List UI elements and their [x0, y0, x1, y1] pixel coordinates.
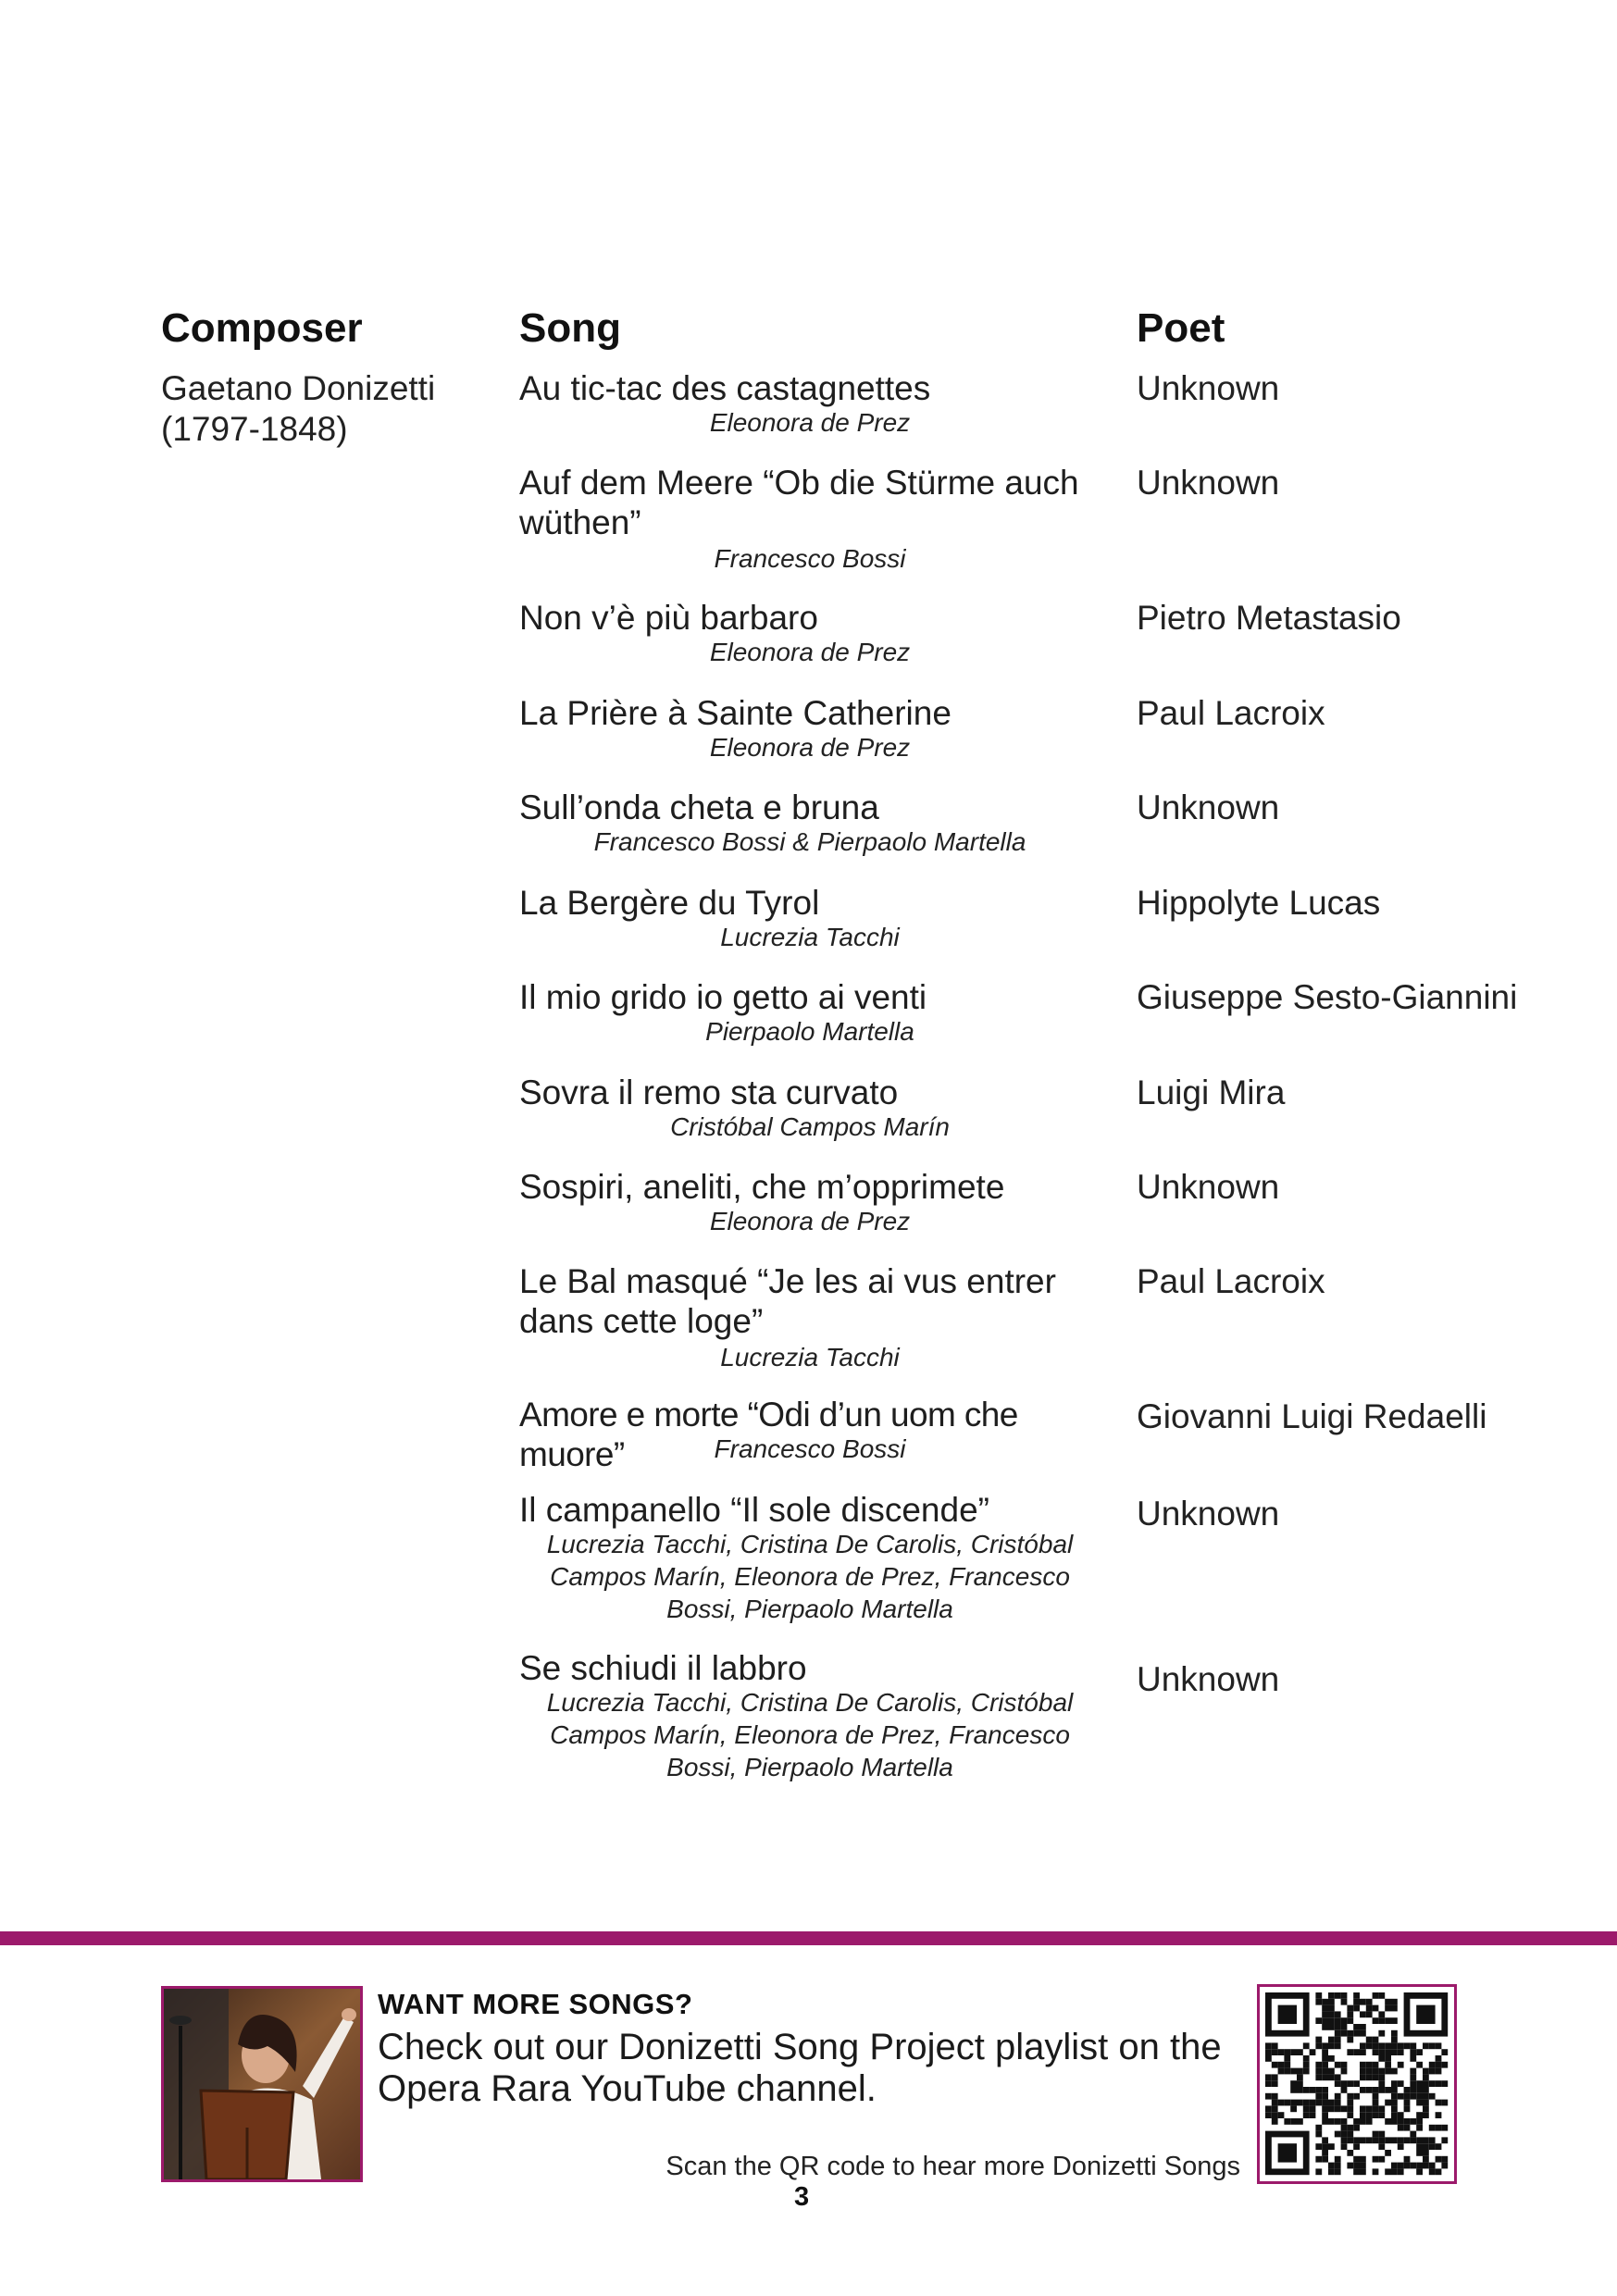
song-poet: Luigi Mira: [1137, 1074, 1286, 1111]
song-performers: Eleonora de Prez: [709, 408, 911, 437]
song-title: Se schiudi il labbro: [519, 1649, 807, 1687]
qr-caption: Scan the QR code to hear more Donizetti Songs: [665, 2152, 1240, 2181]
composer-column-header: Composer: [161, 305, 363, 351]
song-title: La Prière à Sainte Catherine: [519, 694, 952, 732]
song-title: Il campanello “Il sole discende”: [519, 1491, 989, 1529]
song-poet: Unknown: [1137, 369, 1280, 407]
song-performers: Eleonora de Prez: [709, 733, 911, 762]
song-performers: Eleonora de Prez: [709, 1207, 911, 1235]
song-performers: Francesco Bossi: [714, 544, 906, 573]
song-poet: Paul Lacroix: [1137, 694, 1325, 732]
song-poet: Giovanni Luigi Redaelli: [1137, 1397, 1487, 1435]
song-title: Auf dem Meere “Ob die Stürme auch wüthen”: [519, 464, 1079, 541]
song-poet: Hippolyte Lucas: [1137, 884, 1381, 922]
page-number: 3: [794, 2182, 810, 2212]
song-title: Au tic-tac des castagnettes: [519, 369, 931, 407]
song-poet: Unknown: [1137, 1495, 1280, 1533]
song-poet: Pietro Metastasio: [1137, 599, 1401, 637]
song-title: Sull’onda cheta e bruna: [519, 788, 879, 826]
song-title: Sovra il remo sta curvato: [519, 1074, 899, 1111]
song-performers: Lucrezia Tacchi, Cristina De Carolis, Cristóbal Campos Marín, Eleonora de Prez, Francesco Bossi, Pierpaolo Martella: [546, 1688, 1074, 1781]
qr-code-icon[interactable]: [1257, 1984, 1457, 2184]
song-poet: Unknown: [1137, 1660, 1280, 1698]
song-performers: Cristóbal Campos Marín: [670, 1112, 950, 1141]
song-performers: Pierpaolo Martella: [705, 1017, 914, 1046]
song-poet: Unknown: [1137, 464, 1280, 502]
song-title: Il mio grido io getto ai venti: [519, 978, 927, 1016]
song-poet: Unknown: [1137, 788, 1280, 826]
song-performers: Lucrezia Tacchi: [720, 1343, 900, 1371]
song-title: Sospiri, aneliti, che m’opprimete: [519, 1168, 1005, 1206]
footer-divider: [0, 1931, 1617, 1945]
song-column-header: Song: [519, 305, 621, 351]
song-poet: Unknown: [1137, 1168, 1280, 1206]
composer-cell: [161, 368, 435, 450]
song-title: La Bergère du Tyrol: [519, 884, 820, 922]
composer-name: Gaetano Donizetti: [161, 369, 436, 407]
promo-text: Check out our Donizetti Song Project playlist on the Opera Rara YouTube channel.: [378, 2027, 1222, 2109]
promo-heading: WANT MORE SONGS?: [378, 1988, 693, 2020]
song-poet: Paul Lacroix: [1137, 1262, 1325, 1300]
song-poet: Giuseppe Sesto-Giannini: [1137, 978, 1518, 1016]
song-title: Le Bal masqué “Je les ai vus entrer dans cette loge”: [519, 1262, 1056, 1340]
song-title: Non v’è più barbaro: [519, 599, 818, 637]
song-performers: Francesco Bossi & Pierpaolo Martella: [593, 827, 1026, 856]
song-performers: Francesco Bossi: [714, 1434, 906, 1463]
poet-column-header: Poet: [1137, 305, 1225, 351]
song-performers: Lucrezia Tacchi: [720, 923, 900, 951]
song-performers: Eleonora de Prez: [709, 638, 911, 666]
song-performers: Lucrezia Tacchi, Cristina De Carolis, Cristóbal Campos Marín, Eleonora de Prez, Francesco Bossi, Pierpaolo Martella: [546, 1530, 1074, 1623]
composer-years: (1797-1848): [161, 410, 348, 448]
singer-photo: [161, 1986, 363, 2182]
song-title: Amore e morte “Odi d’un uom che muore”: [519, 1396, 1018, 1473]
